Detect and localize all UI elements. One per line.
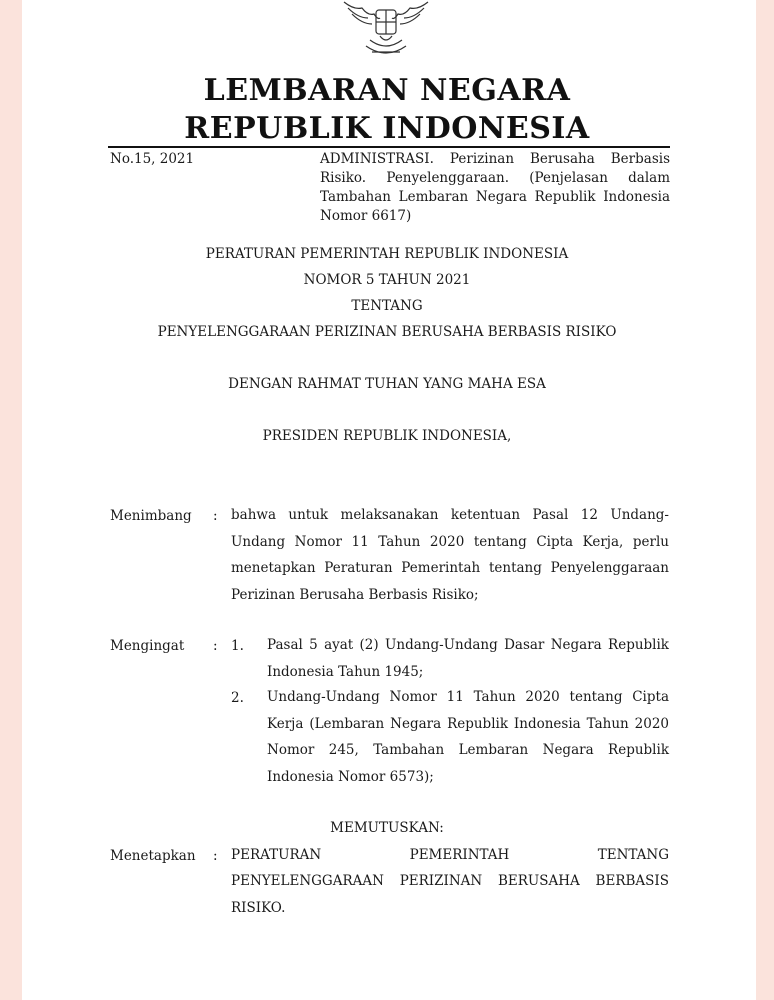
title-line-1: PERATURAN PEMERINTAH REPUBLIK INDONESIA — [205, 246, 569, 262]
title-line-3: TENTANG — [351, 298, 423, 314]
menetapkan-line-1: PERATURAN PEMERINTAH TENTANG — [231, 847, 669, 863]
masthead-line-2: REPUBLIK INDONESIA — [184, 111, 590, 146]
title-line-4: PENYELENGGARAAN PERIZINAN BERUSAHA BERBASIS RISIKO — [157, 324, 617, 340]
title-line-2: NOMOR 5 TAHUN 2021 — [303, 272, 471, 288]
masthead-rule — [108, 146, 670, 148]
menimbang-text: bahwa untuk melaksanakan ketentuan Pasal 12 Undang-Undang Nomor 11 Tahun 2020 tentang Cipta Kerja, perlu menetapkan Peraturan Pemerintah tentang Penyelenggaraan Perizinan Berusaha Berbasis Risiko; — [231, 507, 669, 603]
mengingat-label: Mengingat — [110, 638, 185, 654]
mengingat-colon: : — [213, 638, 218, 654]
gazette-subject: ADMINISTRASI. Perizinan Berusaha Berbasis Risiko. Penyelenggaraan. (Penjelasan dalam Tambahan Lembaran Negara Republik Indonesia Nomor 6617) — [320, 151, 670, 224]
garuda-emblem-icon — [340, 0, 432, 62]
mengingat-item-text: Pasal 5 ayat (2) Undang-Undang Dasar Negara Republik Indonesia Tahun 1945; — [267, 637, 669, 680]
menimbang-label: Menimbang — [110, 508, 192, 524]
menetapkan-colon: : — [213, 848, 218, 864]
masthead-line-1: LEMBARAN NEGARA — [203, 73, 571, 108]
menetapkan-text: PENYELENGGARAAN PERIZINAN BERUSAHA BERBASIS RISIKO. — [231, 873, 669, 916]
mengingat-item-text: Undang-Undang Nomor 11 Tahun 2020 tentang Cipta Kerja (Lembaran Negara Republik Indonesia Tahun 2020 Nomor 245, Tambahan Lembaran Negara Republik Indonesia Nomor 6573); — [267, 689, 669, 785]
gazette-number: No.15, 2021 — [110, 151, 195, 167]
menimbang-colon: : — [213, 508, 218, 524]
preamble-presiden: PRESIDEN REPUBLIK INDONESIA, — [262, 428, 512, 444]
mengingat-item-number: 2. — [231, 690, 244, 706]
mengingat-item-number: 1. — [231, 638, 244, 654]
memutuskan-heading: MEMUTUSKAN: — [330, 820, 444, 836]
menetapkan-label: Menetapkan — [110, 848, 196, 864]
preamble-rahmat: DENGAN RAHMAT TUHAN YANG MAHA ESA — [228, 376, 546, 392]
